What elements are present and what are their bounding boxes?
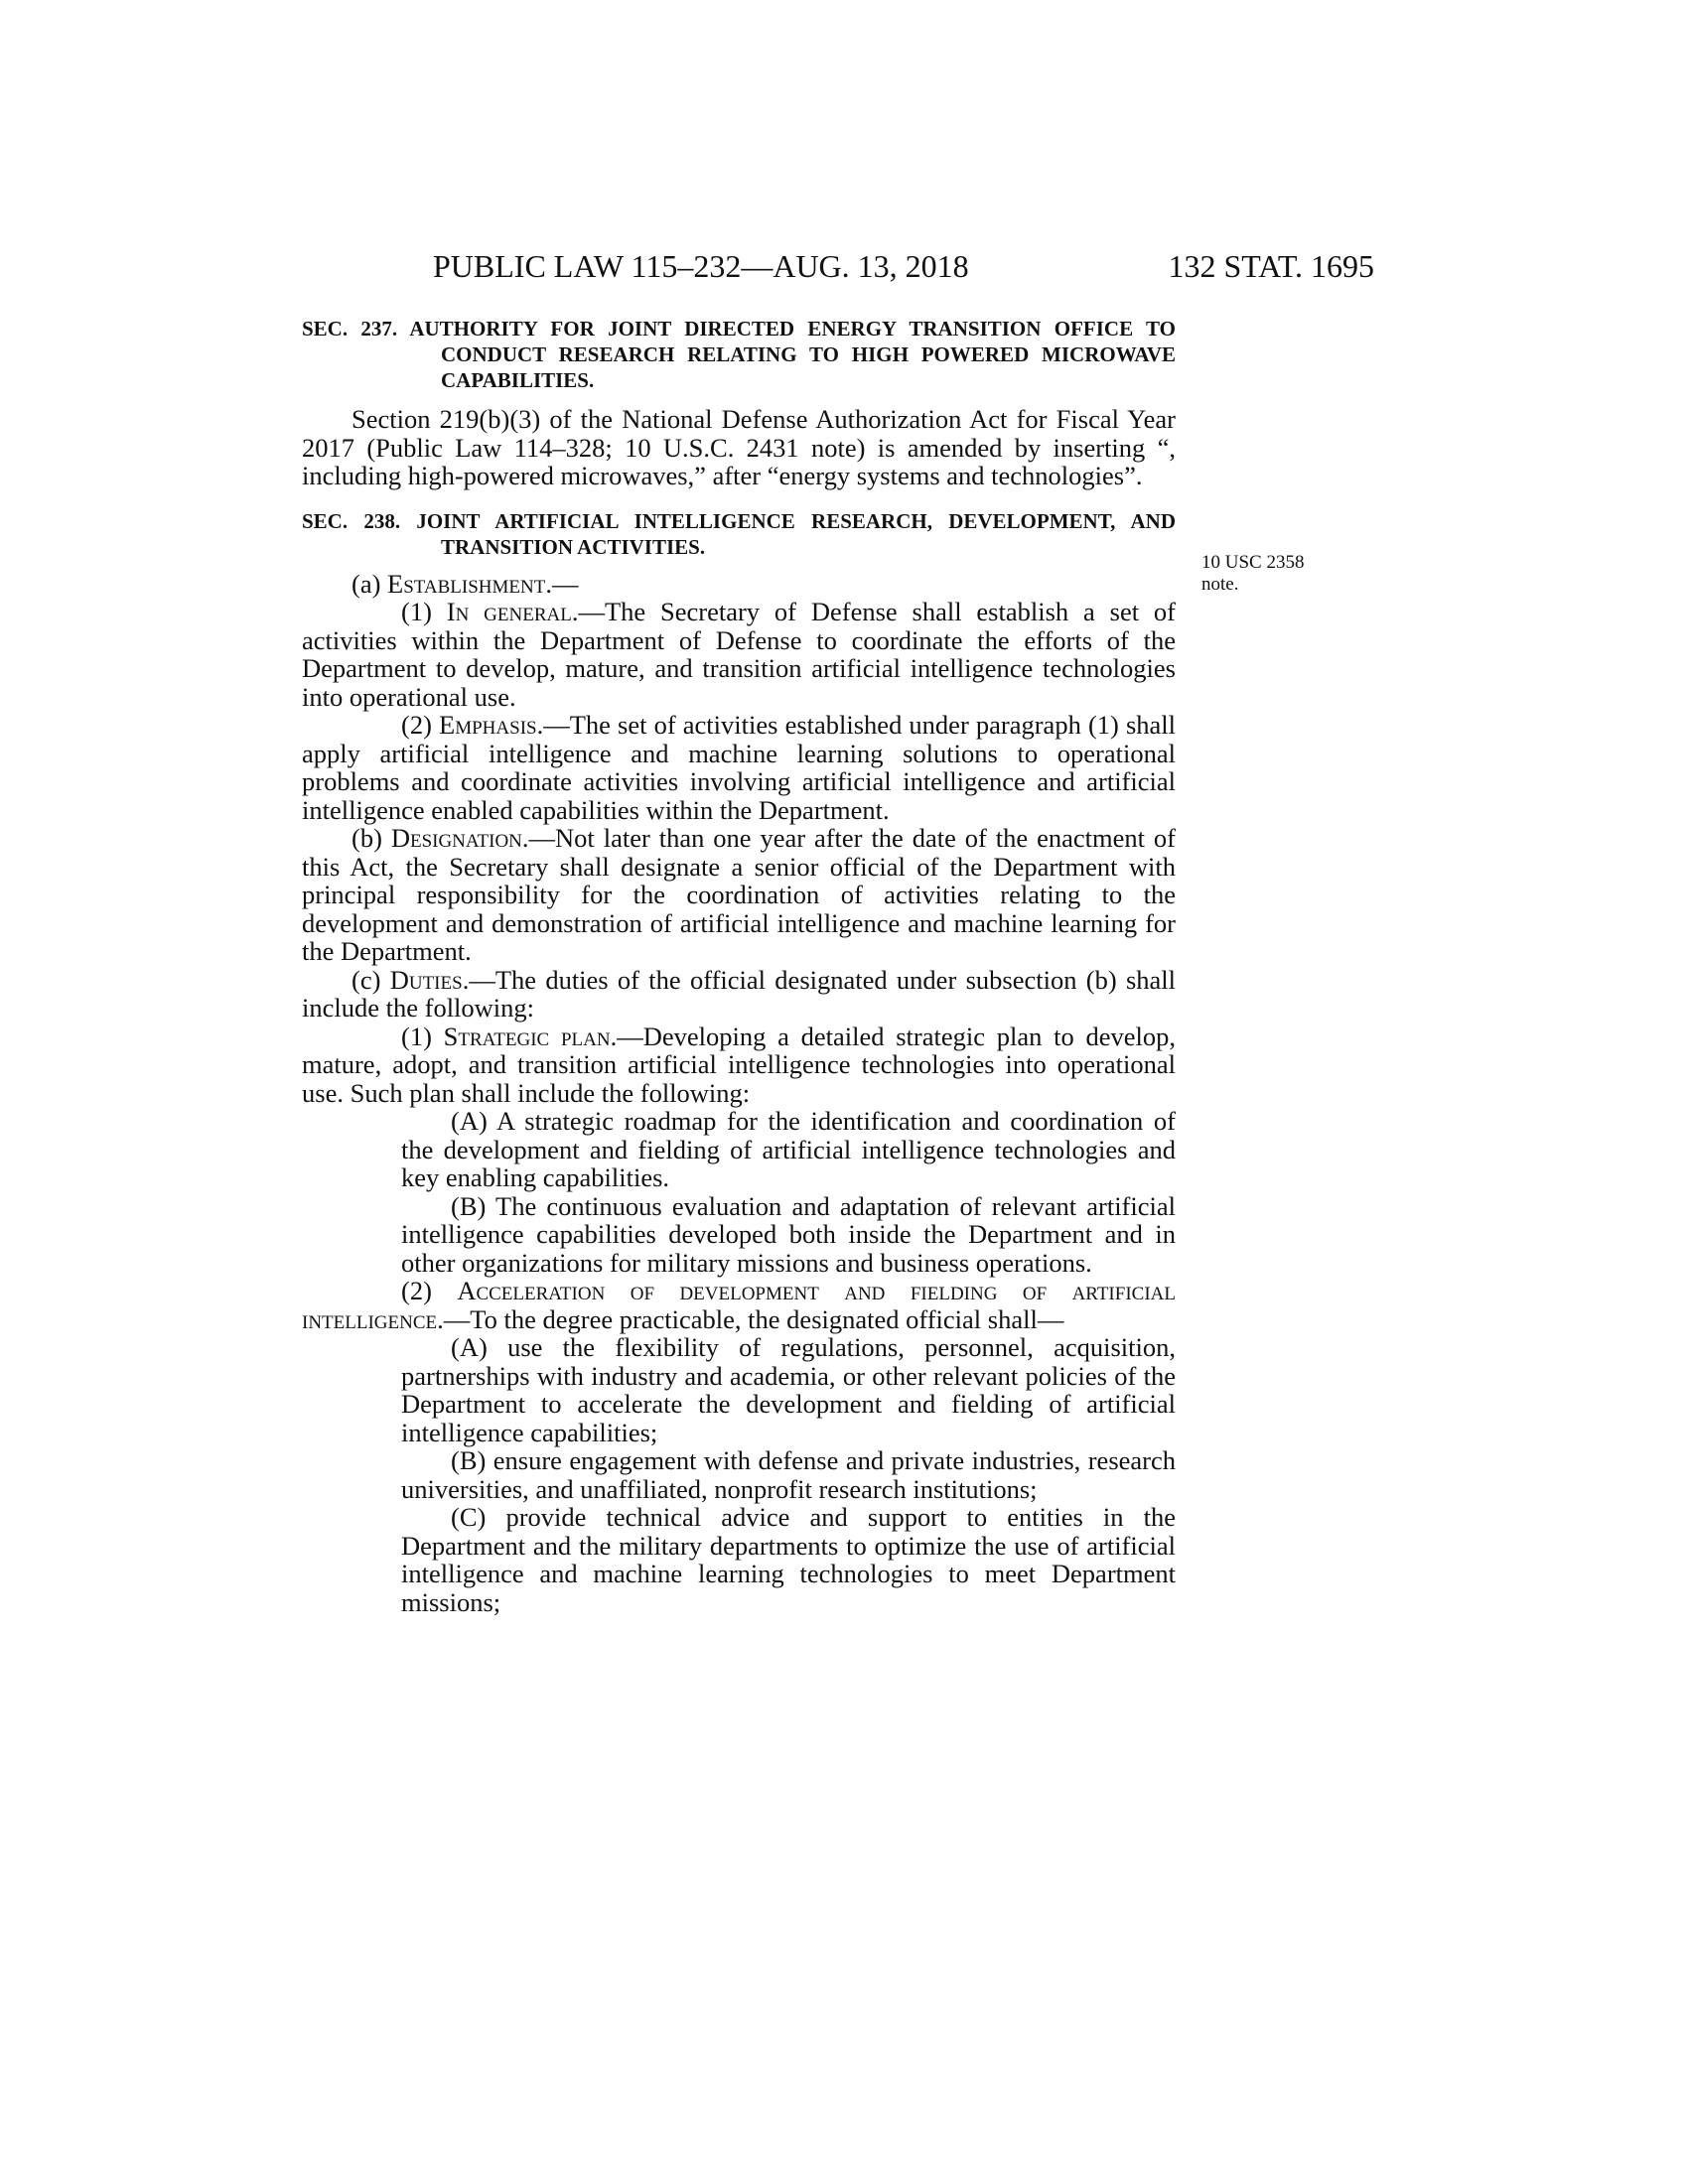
subparagraph-c2A: (A) use the flexibility of regulations, personnel, acquisition, partnerships with industry and academia, or other relevant policies of the Department to accelerate the development and fielding of artificial intelligence capabilities; xyxy=(401,1332,1176,1447)
section-238-heading: SEC. 238. JOINT ARTIFICIAL INTELLIGENCE RESEARCH, DEVELOPMENT, AND TRANSITION ACTIVITIES. xyxy=(302,508,1176,559)
subsection-c xyxy=(302,966,1176,1023)
subparagraph-c1A: (A) A strategic roadmap for the identification and coordination of the development and fielding of artificial intelligence technologies and key enabling capabilities. xyxy=(401,1106,1176,1192)
paragraph-c2-caption: Acceleration of development and fielding of artificial intelligence xyxy=(302,1276,1176,1334)
paragraph-a2-label: (2) xyxy=(401,710,440,740)
section-237-body: Section 219(b)(3) of the National Defense Authorization Act for Fiscal Year 2017 (Public Law 114–328; 10 U.S.C. 2431 note) is amended by inserting “, including high-powered microwaves,” after “energy systems and technologies”. xyxy=(302,404,1176,490)
paragraph-c1 xyxy=(302,1023,1176,1108)
subparagraph-c2C: (C) provide technical advice and support to entities in the Department and the military departments to optimize the use of artificial intelligence and machine learning technologies to meet Department missions; xyxy=(401,1502,1176,1617)
subsection-c-label: (c) xyxy=(352,964,390,995)
paragraph-a1 xyxy=(302,598,1176,711)
subsection-a-label: (a) xyxy=(352,568,388,599)
subsection-c-text: .—The duties of the official designated under subsection (b) shall include the following: xyxy=(302,964,1176,1023)
subsection-a xyxy=(302,570,1176,599)
running-head: PUBLIC LAW 115–232—AUG. 13, 2018 xyxy=(433,248,969,284)
subsection-b-text: .—Not later than one year after the date of the enactment of this Act, the Secretary shall designate a senior official of the Department with principal responsibility for the coordination of activities relating to the development and demonstration of artificial intelligence and machine learning for the Department. xyxy=(302,823,1176,966)
subparagraph-c2B: (B) ensure engagement with defense and private industries, research universities, and unaffiliated, nonprofit research institutions; xyxy=(401,1445,1176,1504)
margin-note-suffix: note. xyxy=(1201,574,1239,595)
text-column xyxy=(302,316,1176,1616)
paragraph-a1-label: (1) xyxy=(401,597,447,626)
subsection-c-caption: Duties xyxy=(389,964,463,995)
margin-note xyxy=(1201,552,1331,596)
paragraph-c2-label: (2) xyxy=(401,1276,458,1305)
paragraph-c2 xyxy=(302,1277,1176,1333)
paragraph-c1-label: (1) xyxy=(401,1021,444,1051)
subsection-b xyxy=(302,824,1176,966)
paragraph-c1-text: .—Developing a detailed strategic plan to develop, mature, adopt, and transition artificial intelligence technologies into operational use. Such plan shall include the following: xyxy=(302,1021,1176,1108)
subsection-b-label: (b) xyxy=(352,823,391,853)
subsection-a-text: .— xyxy=(545,568,579,599)
paragraph-a2 xyxy=(302,711,1176,824)
statute-citation: 132 STAT. 1695 xyxy=(1168,248,1374,284)
section-237-heading: SEC. 237. AUTHORITY FOR JOINT DIRECTED ENERGY TRANSITION OFFICE TO CONDUCT RESEARCH RELATING TO HIGH POWERED MICROWAVE CAPABILITIES. xyxy=(302,317,1176,392)
subsection-b-caption: Designation xyxy=(390,823,522,853)
margin-note-citation: 10 USC 2358 xyxy=(1201,552,1305,573)
subparagraph-c1B: (B) The continuous evaluation and adaptation of relevant artificial intelligence capabilities developed both inside the Department and in other organizations for military missions and business operations. xyxy=(401,1190,1176,1278)
paragraph-a1-caption: In general xyxy=(446,597,572,626)
paragraph-c2-text: .—To the degree practicable, the designated official shall— xyxy=(437,1303,1064,1334)
paragraph-a1-text: .—The Secretary of Defense shall establish a set of activities within the Department of Defense to coordinate the efforts of the Department to develop, mature, and transition artificial intelligence technologies into operational use. xyxy=(302,597,1176,712)
subsection-a-caption: Establishment xyxy=(387,568,546,599)
paragraph-a2-text: .—The set of activities established under paragraph (1) shall apply artificial intelligence and machine learning solutions to operational problems and coordinate activities involving artificial intelligence and artificial intelligence enabled capabilities within the Department. xyxy=(302,710,1177,825)
paragraph-c1-caption: Strategic plan xyxy=(443,1021,611,1051)
paragraph-a2-caption: Emphasis xyxy=(439,710,537,740)
